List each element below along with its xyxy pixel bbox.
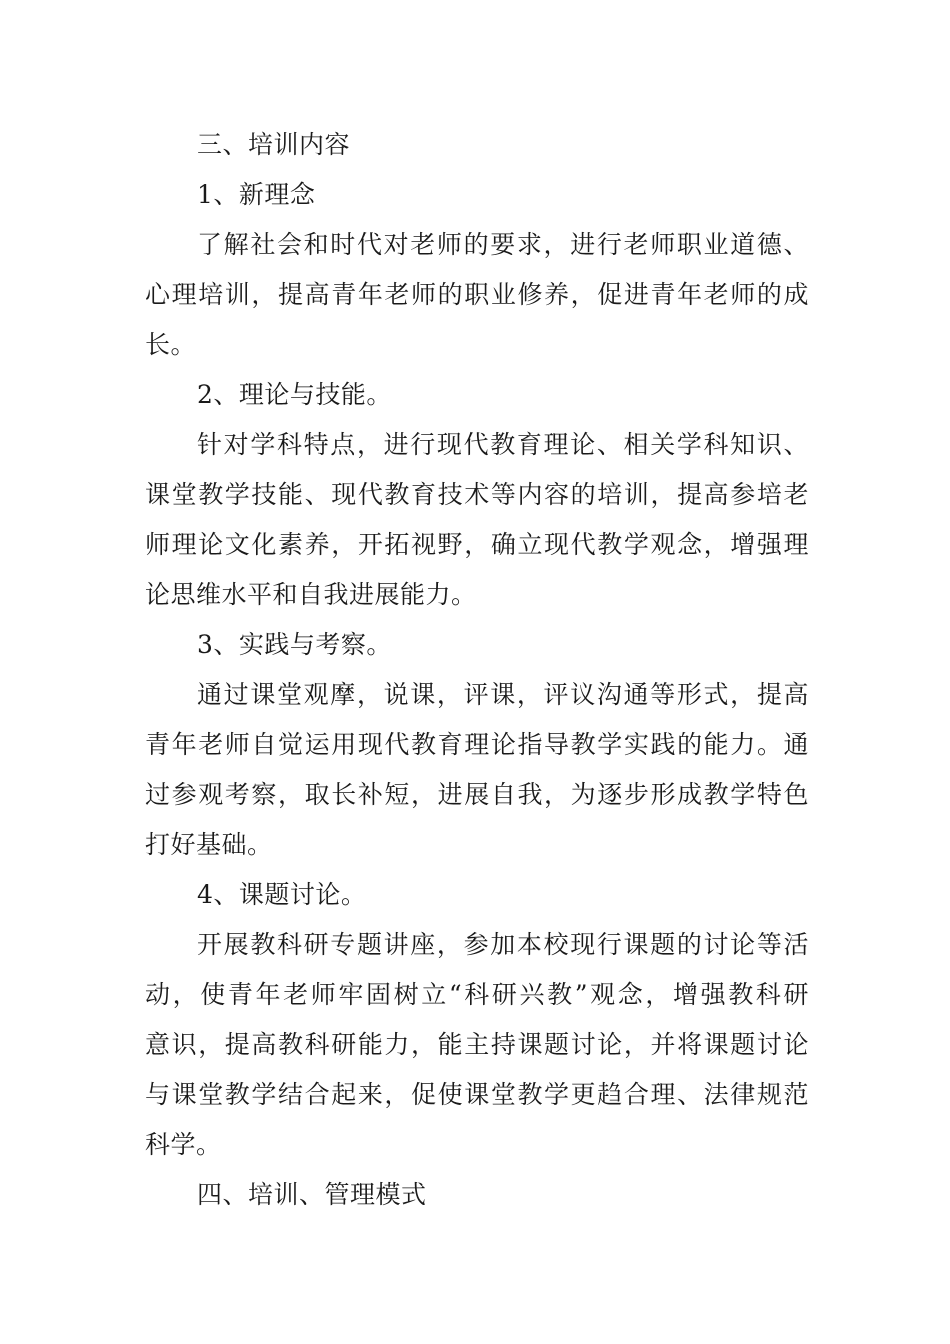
paragraph-line: 通过课堂观摩，说课，评课，评议沟通等形式，提高 — [197, 680, 809, 709]
subheading-practice-inspection: 3、实践与考察。 — [197, 630, 392, 659]
paragraph-line: 青年老师自觉运用现代教育理论指导教学实践的能力。通 — [145, 730, 809, 759]
subheading-theory-skills: 2、理论与技能。 — [197, 380, 392, 409]
paragraph-line: 与课堂教学结合起来，促使课堂教学更趋合理、法律规范 — [145, 1080, 809, 1109]
document-page — [145, 120, 809, 1220]
section-heading-training-content: 三、培训内容 — [197, 130, 351, 159]
paragraph-line: 打好基础。 — [145, 830, 273, 859]
section-heading-management-mode: 四、培训、管理模式 — [197, 1180, 427, 1209]
paragraph-line: 长。 — [145, 330, 197, 359]
subheading-new-concept: 1、新理念 — [197, 180, 316, 209]
paragraph-line: 过参观考察，取长补短，进展自我，为逐步形成教学特色 — [145, 780, 809, 809]
paragraph-line: 心理培训，提高青年老师的职业修养，促进青年老师的成 — [145, 280, 809, 309]
paragraph-line: 论思维水平和自我进展能力。 — [145, 580, 477, 609]
paragraph-line: 意识，提高教科研能力，能主持课题讨论，并将课题讨论 — [145, 1030, 809, 1059]
paragraph-line: 师理论文化素养，开拓视野，确立现代教学观念，增强理 — [145, 530, 809, 559]
subheading-topic-discussion: 4、课题讨论。 — [197, 880, 367, 909]
paragraph-line: 动，使青年老师牢固树立“科研兴教”观念，增强教科研 — [145, 980, 809, 1009]
paragraph-line: 针对学科特点，进行现代教育理论、相关学科知识、 — [197, 430, 809, 459]
paragraph-line: 了解社会和时代对老师的要求，进行老师职业道德、 — [197, 230, 809, 259]
paragraph-line: 课堂教学技能、现代教育技术等内容的培训，提高参培老 — [145, 480, 809, 509]
paragraph-line: 开展教科研专题讲座，参加本校现行课题的讨论等活 — [197, 930, 809, 959]
paragraph-line: 科学。 — [145, 1130, 222, 1159]
